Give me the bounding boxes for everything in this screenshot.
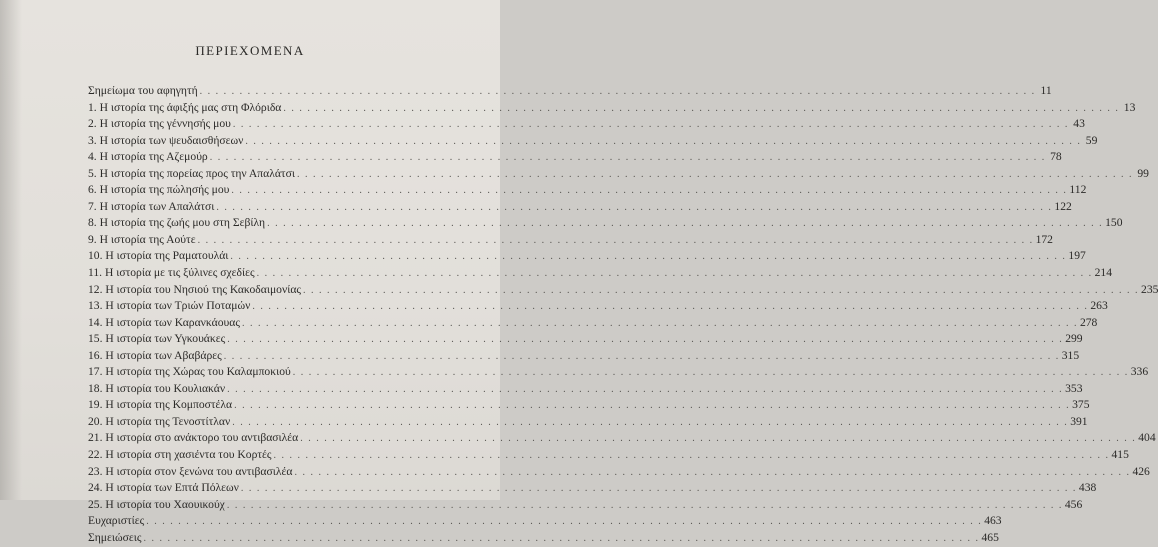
- toc-entry-label: 14. Η ιστορία των Καρανκάουας: [88, 315, 240, 329]
- toc-entry-label: 21. Η ιστορία στο ανάκτορο του αντιβασιλέα: [88, 431, 299, 445]
- dot-leader: [227, 332, 1063, 349]
- toc-entry-label: 24. Η ιστορία των Επτά Πόλεων: [88, 481, 239, 495]
- toc-entry-label: 16. Η ιστορία των Αβαβάρες: [88, 348, 222, 362]
- toc-entry-label: 23. Η ιστορία στον ξενώνα του αντιβασιλέα: [88, 464, 293, 478]
- toc-entry-label: 13. Η ιστορία των Τριών Ποταμών: [88, 299, 251, 313]
- dot-leader: [293, 365, 1129, 382]
- toc-entry-label: 19. Η ιστορία της Κομποστέλα: [88, 398, 233, 412]
- dot-leader: [273, 448, 1109, 465]
- toc-entry-page-number: 263: [1090, 299, 1108, 313]
- toc-entry-page-number: 315: [1061, 348, 1080, 362]
- toc-entry-label: 20. Η ιστορία της Τενοστίτλαν: [88, 414, 231, 428]
- toc-entry-label: 22. Η ιστορία στη χασιέντα του Κορτές: [88, 448, 272, 462]
- toc-entry-label: Σημείωμα του αφηγητή: [88, 84, 198, 97]
- page-title: ΠΕΡΙΕΧΟΜΕΝΑ: [195, 43, 305, 58]
- toc-entry: [88, 199, 1072, 216]
- toc-entry: [88, 430, 1156, 447]
- dot-leader: [234, 398, 1070, 415]
- dot-leader: [245, 134, 1081, 151]
- gutter-shadow: [0, 0, 22, 500]
- toc-entry: [88, 166, 1149, 183]
- dot-leader: [227, 498, 1063, 515]
- toc-entry-label: 3. Η ιστορία των ψευδαισθήσεων: [88, 133, 244, 147]
- toc-entry-label: 15. Η ιστορία των Υγκουάκες: [88, 332, 226, 346]
- toc-entry-page-number: 375: [1072, 398, 1090, 412]
- toc-entry-label: 1. Η ιστορία της άφιξής μας στη Φλόριδα: [88, 100, 282, 114]
- dot-leader: [230, 249, 1066, 266]
- toc-entry-page-number: 438: [1078, 481, 1097, 495]
- toc-entry: [88, 100, 1136, 117]
- dot-leader: [241, 481, 1077, 498]
- toc-entry: [88, 133, 1098, 150]
- toc-entry-page-number: 426: [1132, 464, 1150, 478]
- toc-entry-page-number: 235: [1141, 282, 1158, 296]
- toc-entry-page-number: 391: [1070, 414, 1088, 428]
- toc-entry-page-number: 456: [1064, 497, 1083, 511]
- dot-leader: [216, 200, 1052, 217]
- dot-leader: [294, 465, 1130, 482]
- toc-entry: [88, 530, 999, 547]
- toc-entry: [88, 215, 1123, 232]
- dot-leader: [267, 216, 1103, 233]
- dot-leader: [252, 299, 1088, 316]
- dot-leader: [283, 101, 1119, 118]
- toc-entry-page-number: 465: [981, 530, 999, 544]
- dot-leader: [233, 117, 1069, 134]
- toc-entry-label: 17. Η ιστορία της Χώρας του Καλαμποκιού: [88, 365, 291, 379]
- toc-entry-label: 9. Η ιστορία της Αούτε: [88, 232, 196, 246]
- toc-entry-page-number: 353: [1065, 381, 1083, 395]
- toc-entry-page-number: 78: [1050, 150, 1062, 164]
- toc-entry: [88, 464, 1150, 481]
- toc-entry-page-number: 43: [1073, 117, 1085, 131]
- dot-leader: [200, 84, 1036, 101]
- toc-entry-page-number: 59: [1085, 133, 1098, 147]
- toc-entry-page-number: 150: [1105, 216, 1123, 230]
- toc-entry-label: 2. Η ιστορία της γέννησής μου: [88, 117, 231, 131]
- dot-leader: [242, 316, 1078, 333]
- dot-leader: [232, 415, 1068, 432]
- toc-entry-label: 8. Η ιστορία της ζωής μου στη Σεβίλη: [88, 216, 266, 230]
- toc-entry-label: 7. Η ιστορία των Απαλάτσι: [88, 199, 215, 213]
- toc-entry: [88, 298, 1108, 315]
- toc-entry-label: 6. Η ιστορία της πώλησής μου: [88, 183, 230, 197]
- toc-entry: [88, 232, 1053, 249]
- toc-entry-page-number: 299: [1065, 332, 1083, 346]
- dot-leader: [303, 283, 1139, 300]
- toc-entry-page-number: 278: [1079, 315, 1098, 329]
- toc-entry-page-number: 463: [984, 514, 1002, 528]
- toc-entry: [88, 447, 1129, 464]
- toc-entry-label: 18. Η ιστορία του Κουλιακάν: [88, 381, 226, 395]
- toc-entry: [88, 513, 1002, 530]
- toc-entry: [88, 265, 1112, 282]
- toc-entry-page-number: 11: [1040, 84, 1052, 97]
- toc-entry: [88, 397, 1090, 414]
- toc-entry-page-number: 214: [1094, 266, 1112, 280]
- dot-leader: [198, 233, 1034, 250]
- toc-entry-page-number: 336: [1130, 365, 1149, 379]
- dot-leader: [224, 349, 1060, 366]
- dot-leader: [257, 266, 1093, 283]
- toc-entry-page-number: 13: [1123, 100, 1136, 114]
- toc-entry: [88, 331, 1083, 348]
- table-of-contents: [88, 83, 1158, 546]
- toc-entry: [88, 315, 1098, 332]
- toc-entry: [88, 116, 1085, 133]
- toc-entry-label: 25. Η ιστορία του Χαουικούχ: [88, 497, 225, 511]
- toc-entry-page-number: 404: [1138, 431, 1156, 445]
- toc-entry: [88, 381, 1083, 398]
- dot-leader: [143, 531, 979, 547]
- toc-entry: [88, 414, 1088, 431]
- toc-entry: [88, 497, 1083, 514]
- dot-leader: [210, 150, 1046, 167]
- toc-entry: [88, 248, 1086, 265]
- toc-entry: [88, 364, 1149, 381]
- toc-entry-label: Ευχαριστίες: [88, 514, 145, 528]
- toc-entry-label: 12. Η ιστορία του Νησιού της Κακοδαιμονίας: [88, 282, 302, 296]
- toc-entry-label: 4. Η ιστορία της Αζεμούρ: [88, 150, 208, 164]
- toc-entry-label: 10. Η ιστορία της Ραματουλάι: [88, 249, 229, 263]
- dot-leader: [297, 167, 1133, 184]
- dot-leader: [231, 183, 1067, 200]
- toc-entry: [88, 83, 1052, 100]
- toc-entry: [88, 480, 1097, 497]
- toc-entry-page-number: 122: [1054, 199, 1072, 213]
- toc-entry-label: 11. Η ιστορία με τις ξύλινες σχεδίες: [88, 266, 255, 280]
- dot-leader: [300, 431, 1136, 448]
- toc-entry-page-number: 99: [1137, 166, 1149, 180]
- toc-entry-page-number: 415: [1111, 448, 1129, 462]
- dot-leader: [146, 514, 982, 531]
- toc-entry-page-number: 197: [1068, 249, 1086, 263]
- toc-entry: [88, 149, 1062, 166]
- toc-entry-page-number: 172: [1035, 232, 1053, 246]
- toc-entry-page-number: 112: [1069, 183, 1087, 197]
- toc-entry: [88, 182, 1087, 199]
- toc-entry: [88, 348, 1080, 365]
- toc-entry-label: 5. Η ιστορία της πορείας προς την Απαλάτσι: [88, 166, 295, 180]
- toc-entry: [88, 282, 1158, 299]
- toc-entry-label: Σημειώσεις: [88, 530, 142, 544]
- dot-leader: [227, 382, 1063, 399]
